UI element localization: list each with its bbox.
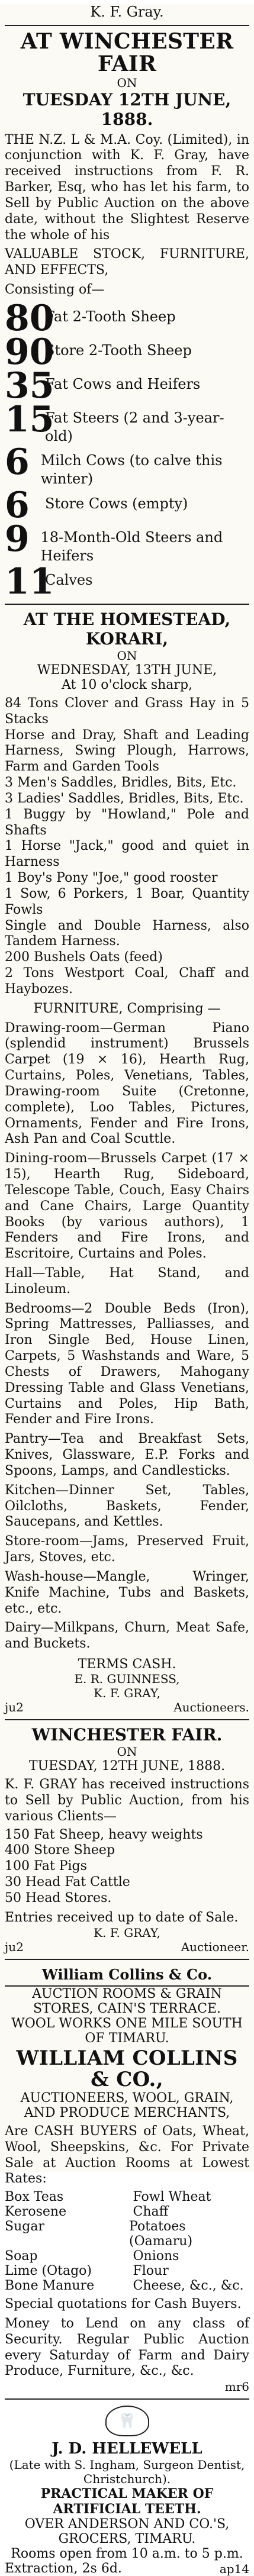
stock-item: 6 Store Cows (empty) xyxy=(5,484,188,526)
dentist-extraction: Extraction, 2s 6d. xyxy=(5,2561,122,2576)
goods-row: Soap Onions xyxy=(5,2249,179,2264)
goods-row: Sugar Potatoes (Oamaru) xyxy=(5,2219,193,2249)
homestead-lines xyxy=(5,696,249,998)
ad2-entries: Entries received up to date of Sale. xyxy=(5,1910,239,1925)
collins-sub: AUCTIONEERS, WOOL, GRAIN, AND PRODUCE MERCHANTS, xyxy=(20,2090,234,2120)
collins-ad xyxy=(5,1966,249,2394)
furniture-paragraph: Pantry—Tea and Breakfast Sets, Knives, Glassware, E.P. Forks and Spoons, Lamps, and Candlesticks. xyxy=(5,1432,249,1478)
dentist-address: OVER ANDERSON AND CO.'S, GROCERS, TIMARU. xyxy=(24,2517,230,2547)
goods-row: Lime (Otago) Flour xyxy=(5,2264,169,2279)
collins-goods xyxy=(5,2190,249,2293)
stock-item: 80 Fat 2-Tooth Sheep xyxy=(5,297,176,339)
homestead-line: 84 Tons Clover and Grass Hay in 5 Stacks xyxy=(5,696,249,727)
stock-list xyxy=(5,297,249,602)
sig-row xyxy=(5,1700,249,1714)
ad-date: TUESDAY 12TH JUNE, 1888. xyxy=(22,89,232,129)
collins-line1: AUCTION ROOMS & GRAIN STORES, CAIN'S TERRACE. xyxy=(32,1987,222,2017)
ad-consisting: Consisting of— xyxy=(5,282,105,298)
winchester-fair-ad-2 xyxy=(5,1725,249,1954)
ad2-items xyxy=(5,1827,249,1907)
ad2-item: 30 Head Fat Cattle xyxy=(5,1875,130,1890)
collins-special: Special quotations for Cash Buyers. xyxy=(5,2297,242,2312)
ad2-auctioneer: Auctioneer. xyxy=(181,1940,249,1955)
collins-name: WILLIAM COLLINS & CO., xyxy=(16,2046,238,2092)
homestead-date: WEDNESDAY, 13TH JUNE, xyxy=(37,663,217,678)
dentist-ref: ap14 xyxy=(219,2562,249,2576)
ad2-item: 400 Store Sheep xyxy=(5,1843,115,1858)
homestead-line: 2 Tons Westport Coal, Chaff and Haybozes. xyxy=(5,966,249,997)
homestead-line: Single and Double Harness, also Tandem Harness. xyxy=(5,918,249,949)
collins-header: William Collins & Co. xyxy=(5,1966,249,1987)
divider xyxy=(5,604,249,605)
goods-row: Kerosene Chaff xyxy=(5,2204,169,2220)
winchester-fair-ad-1 xyxy=(5,29,249,602)
ad2-item: 150 Fat Sheep, heavy weights xyxy=(5,1827,203,1842)
ad-subtitle: VALUABLE STOCK, FURNITURE, AND EFFECTS, xyxy=(5,247,249,278)
homestead-title: AT THE HOMESTEAD, KORARI, xyxy=(23,610,231,649)
ad2-item: 100 Fat Pigs xyxy=(5,1859,87,1874)
furniture-paragraph: Wash-house—Mangle, Wringer, Knife Machine, Tubs and Baskets, etc., etc. xyxy=(5,1569,249,1616)
sig-gray: K. F. GRAY, xyxy=(94,1686,160,1701)
ad2-intro: K. F. GRAY has received instructions to Sell by Public Auction, from his various Clients— xyxy=(5,1777,249,1824)
stock-item: 35 Fat Cows and Heifers xyxy=(5,365,201,407)
header-firm: K. F. Gray. xyxy=(90,4,164,20)
collins-line2: WOOL WORKS ONE MILE SOUTH OF TIMARU. xyxy=(11,2016,243,2046)
ad-on: ON xyxy=(117,75,137,90)
furniture-paragraph: Dining-room—Brussels Carpet (17 × 15), Hearth Rug, Sideboard, Telescope Table, Couch, Easy Chairs and Cane Chairs, Large Quantity Books (by various authors), 1 Fenders and Fire Irons, and Escritoire, Curtains and Poles. xyxy=(5,1151,249,1262)
homestead-time: At 10 o'clock sharp, xyxy=(61,678,193,692)
dentist-name: J. D. HELLEWELL xyxy=(52,2440,202,2458)
terms: TERMS CASH. xyxy=(78,1657,176,1672)
divider xyxy=(5,1719,249,1720)
stock-item: 90 Store 2-Tooth Sheep xyxy=(5,331,192,373)
homestead-line: Horse and Dray, Shaft and Leading Harness, Swing Plough, Harrows, Farm and Garden Tools xyxy=(5,727,249,775)
auctioneers: Auctioneers. xyxy=(173,1700,249,1715)
homestead-line: 1 Buggy by "Howland," Pole and Shafts xyxy=(5,807,249,838)
homestead-line: 200 Bushels Oats (feed) xyxy=(5,950,163,965)
newspaper-column xyxy=(0,4,254,2576)
homestead-line: 1 Horse "Jack," good and quiet in Harness xyxy=(5,839,249,870)
collins-body: Are CASH BUYERS of Oats, Wheat, Wool, Sheepskins, &c. For Private Sale at Auction Rooms at Lowest Rates: xyxy=(5,2123,249,2187)
ad-intro: THE N.Z. L & M.A. Coy. (Limited), in conjunction with K. F. Gray, have received instructions from F. R. Barker, Esq, who has let his farm, to Sell by Public Auction on the above date, without the Slightest Reserve the whole of his xyxy=(5,132,249,243)
furniture-heading: FURNITURE, Comprising — xyxy=(33,1001,221,1016)
homestead-line: 3 Men's Saddles, Bridles, Bits, Etc. xyxy=(5,775,237,791)
stock-item: 15 Fat Steers (2 and 3-year-old) xyxy=(5,398,224,445)
ad-title: AT WINCHESTER FAIR xyxy=(20,29,234,76)
homestead-line: 1 Boy's Pony "Joe," good rooster xyxy=(5,871,218,886)
ad2-ref: ju2 xyxy=(5,1940,24,1955)
goods-row: Bone Manure Cheese, &c., &c. xyxy=(5,2278,244,2294)
furniture-paragraph: Drawing-room—German Piano (splendid instrument) Brussels Carpet (19 × 16), Hearth Rug, Curtains, Poles, Venetians, Tables, Drawing-room Suite (Cretonne, complete), Loo Tables, Pictures, Ornaments, Fender and Fire Irons, Ash Pan and Coal Scuttle. xyxy=(5,1020,249,1147)
ref-code: ju2 xyxy=(5,1700,24,1715)
divider xyxy=(5,25,249,26)
collins-ref: mr6 xyxy=(224,2380,249,2394)
ad2-title: WINCHESTER FAIR. xyxy=(31,1725,223,1745)
dentist-bottom xyxy=(5,2561,249,2576)
homestead-on: ON xyxy=(117,649,137,663)
furniture-paragraph: Store-room—Jams, Preserved Fruit, Jars, Stoves, etc. xyxy=(5,1534,249,1565)
stock-item: 6 Milch Cows (to calve this winter) xyxy=(5,441,223,488)
sig-guinness: E. R. GUINNESS, xyxy=(74,1672,180,1687)
dentist-hours: Rooms open from 10 a.m. to 5 p.m. xyxy=(11,2546,243,2562)
furniture-paragraph: Dairy—Milkpans, Churn, Meat Safe, and Buckets. xyxy=(5,1620,249,1652)
homestead-line: 3 Ladies' Saddles, Bridles, Bits, Etc. xyxy=(5,791,244,806)
ad2-sig: K. F. GRAY, xyxy=(94,1926,160,1940)
dentist-ad xyxy=(5,2406,249,2576)
homestead-ad xyxy=(5,610,249,1714)
collins-money: Money to Lend on any class of Security. Regular Public Auction every Saturday of Farm and Dairy Produce, Furniture, &c., &c. xyxy=(5,2316,249,2379)
divider xyxy=(5,1959,249,1960)
dentist-late: (Late with S. Ingham, Surgeon Dentist, Christchurch). xyxy=(9,2458,245,2487)
furniture-paragraphs xyxy=(5,1021,249,1652)
stock-item: 9 18-Month-Old Steers and Heifers xyxy=(5,518,223,564)
furniture-paragraph: Bedrooms—2 Double Beds (Iron), Spring Mattresses, Palliasses, and Iron Single Bed, House Linen, Carpets, 5 Washstands and Ware, 5 Chests of Drawers, Mahogany Dressing Table and Glass Venetians, Curtains and Poles, Hip Bath, Fender and Fire Irons. xyxy=(5,1301,249,1427)
ad2-date: TUESDAY, 12TH JUNE, 1888. xyxy=(28,1759,226,1774)
furniture-paragraph: Kitchen—Dinner Set, Tables, Oilcloths, Baskets, Fender, Saucepans, and Kettles. xyxy=(5,1482,249,1530)
ad2-on: ON xyxy=(117,1745,137,1759)
goods-row: Box Teas Fowl Wheat xyxy=(5,2190,211,2205)
furniture-paragraph: Hall—Table, Hat Stand, and Linoleum. xyxy=(5,1265,249,1297)
divider xyxy=(5,2398,249,2400)
stock-item: 11 Calves xyxy=(5,561,93,602)
dentist-title: PRACTICAL MAKER OF ARTIFICIAL TEETH. xyxy=(40,2486,214,2517)
homestead-line: 1 Sow, 6 Porkers, 1 Boar, Quantity Fowls xyxy=(5,886,249,917)
ad2-item: 50 Head Stores. xyxy=(5,1890,112,1906)
tooth-logo: 🦷 xyxy=(105,2406,149,2436)
ad2-sig-row xyxy=(5,1940,249,1954)
